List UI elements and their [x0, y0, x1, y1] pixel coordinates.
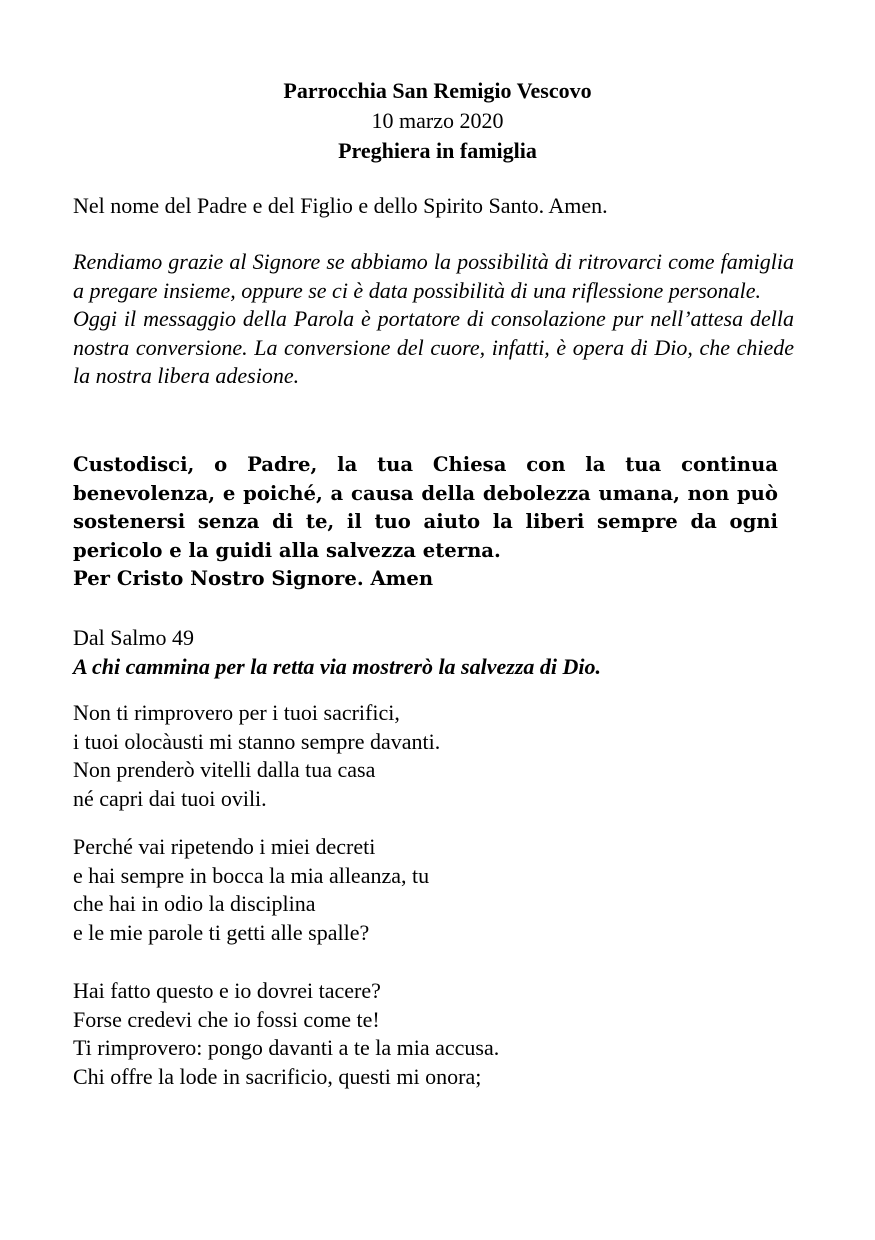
psalm-reference: Dal Salmo 49 — [73, 625, 194, 650]
parish-name: Parrocchia San Remigio Vescovo — [283, 78, 592, 103]
opening-invocation: Nel nome del Padre e del Figlio e dello Spirito Santo. Amen. — [73, 193, 608, 218]
psalm-verse-line: Chi offre la lode in sacrificio, questi mi onora; — [73, 1063, 482, 1089]
psalm-verse-line: Ti rimprovero: pongo davanti a te la mia accusa. — [73, 1035, 500, 1061]
psalm-verse-line: che hai in odio la disciplina — [73, 891, 316, 917]
psalm-stanza — [73, 977, 499, 1091]
psalm-verse-line: né capri dai tuoi ovili. — [73, 785, 267, 811]
collect-prayer — [73, 451, 778, 594]
psalm-verse-line: Hai fatto questo e io dovrei tacere? — [73, 978, 381, 1003]
intro-paragraph: Oggi il messaggio della Parola è portatore di consolazione pur nell’attesa della nostra conversione. La conversione del cuore, infatti, è opera di Dio, che chiede la nostra libera adesione. — [73, 306, 794, 389]
intro-section — [73, 248, 794, 391]
psalm-verse-line: Non prenderò vitelli dalla tua casa — [73, 757, 376, 783]
psalm-verse-line: Non ti rimprovero per i tuoi sacrifici, — [73, 700, 400, 725]
psalm-verse-line: i tuoi olocàusti mi stanno sempre davanti. — [73, 728, 441, 754]
document-date: 10 marzo 2020 — [371, 108, 504, 133]
psalm-refrain: A chi cammina per la retta via mostrerò la salvezza di Dio. — [73, 654, 601, 679]
psalm-verse-line: e hai sempre in bocca la mia alleanza, tu — [73, 862, 430, 888]
psalm-verse-line: Perché vai ripetendo i miei decreti — [73, 834, 376, 859]
prayer-body: Custodisci, o Padre, la tua Chiesa con la tua continua benevolenza, e poiché, a causa della debolezza umana, non può sostenersi senza di te, il tuo aiuto la liberi sempre da ogni pericolo e la guidi alla salvezza eterna. — [73, 453, 778, 562]
psalm-verse-line: Forse credevi che io fossi come te! — [73, 1006, 380, 1032]
document-header — [0, 76, 875, 166]
prayer-ending: Per Cristo Nostro Signore. Amen — [73, 567, 434, 590]
document-subtitle: Preghiera in famiglia — [338, 138, 537, 163]
intro-paragraph: Rendiamo grazie al Signore se abbiamo la possibilità di ritrovarci come famiglia a pregare insieme, oppure se ci è data possibilità di una riflessione personale. — [73, 249, 794, 303]
psalm-stanza — [73, 699, 440, 813]
psalm-verse-line: e le mie parole ti getti alle spalle? — [73, 919, 370, 945]
psalm-stanza — [73, 833, 429, 947]
